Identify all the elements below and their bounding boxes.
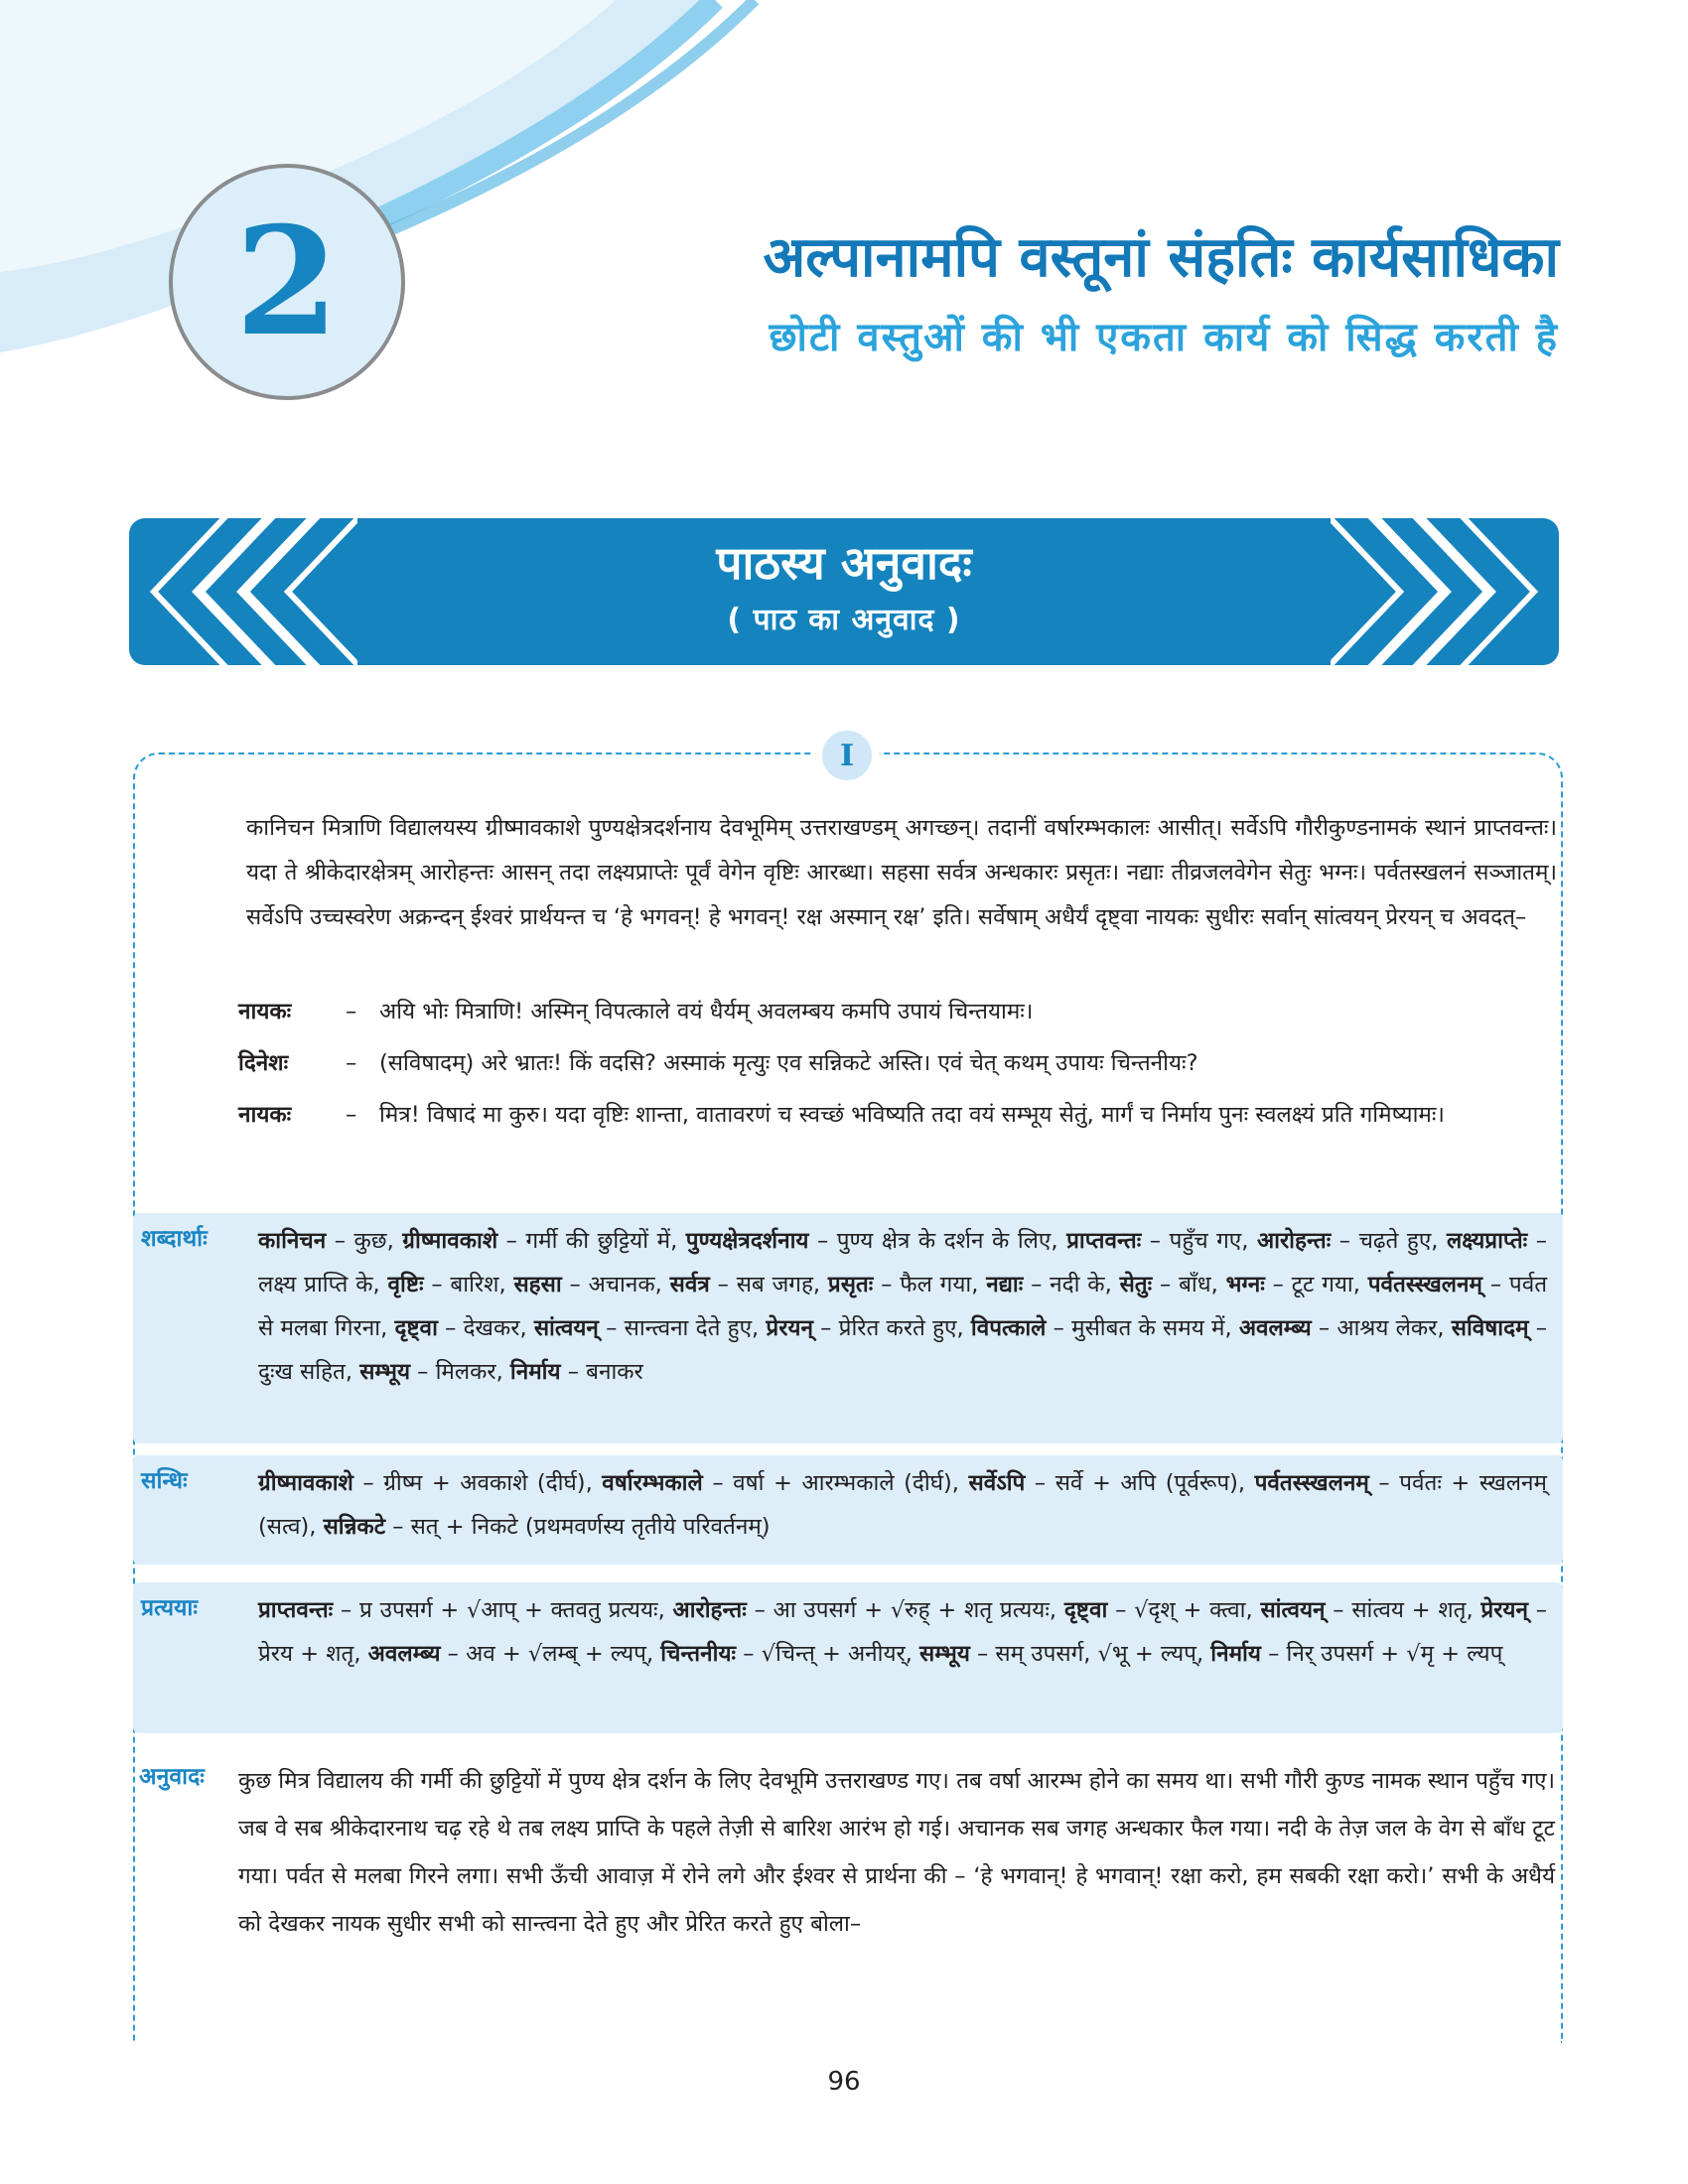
- glossary-meaning: – मुसीबत के समय में: [1046, 1315, 1225, 1341]
- dialogue-text: मित्र! विषादं मा कुरु। यदा वृष्टिः शान्ता, वातावरणं च स्वच्छं भविष्यति तदा वयं सम्भूय सेतुं, मार्गं च निर्माय पुनः स्वलक्ष्यं प्रति गमिष्यामः।: [379, 1102, 1445, 1128]
- glossary-term: [258, 1470, 586, 1496]
- dialogue-text: अयि भोः मित्राणि! अस्मिन् विपत्काले वयं धैर्यम् अवलम्बय कमपि उपायं चिन्तयामः।: [379, 999, 1034, 1024]
- glossary-term: [324, 1514, 771, 1540]
- glossary-word: दृष्ट्वा: [1063, 1597, 1108, 1623]
- glossary-meaning: – सम् उपसर्ग, √भू + ल्यप्: [969, 1641, 1196, 1667]
- page-number: 96: [827, 2067, 861, 2097]
- glossary-term: [1226, 1272, 1353, 1297]
- glossary-meaning: – सांत्वय + शतृ: [1325, 1597, 1467, 1623]
- glossary-word: अवलम्ब्य: [367, 1641, 441, 1667]
- glossary-term: [258, 1597, 658, 1623]
- glossary-term: [986, 1272, 1104, 1297]
- section-subtitle: ( पाठ का अनुवाद ): [727, 603, 961, 637]
- glossary-meaning: – अचानक: [561, 1272, 655, 1297]
- dialogue-speaker: नायकः: [238, 999, 292, 1024]
- glossary-meaning: – प्र उपसर्ग + √आप् + क्तवतु प्रत्ययः: [333, 1597, 658, 1623]
- glossary-term: [1257, 1228, 1431, 1254]
- dialogue-block: [238, 991, 1559, 1146]
- glossary-meaning: – फैल गया: [873, 1272, 972, 1297]
- glossary-meaning: – अव + √लम्ब् + ल्यप्: [440, 1641, 646, 1667]
- glossary-word: निर्माय: [509, 1359, 561, 1385]
- glossary-word: पर्वतस्स्खलनम्: [1367, 1272, 1482, 1297]
- glossary-word: दृष्ट्वा: [394, 1315, 438, 1341]
- glossary-term: [510, 1359, 643, 1385]
- glossary-meaning: – बारिश: [423, 1272, 499, 1297]
- glossary-word: भग्नः: [1225, 1272, 1265, 1297]
- glossary-meaning: – मिलकर: [410, 1359, 496, 1385]
- glossary-word: चिन्तनीयः: [660, 1641, 737, 1667]
- glossary-term: [1120, 1272, 1211, 1297]
- glossary-meaning: – सान्त्वना देते हुए: [598, 1315, 753, 1341]
- glossary-meaning: – बाँध: [1152, 1272, 1211, 1297]
- glossary-word: वर्षारम्भकाले: [602, 1470, 703, 1496]
- glossary-meaning: – पहुँच गए: [1141, 1228, 1242, 1254]
- glossary-word: प्रेरयन्: [1480, 1597, 1528, 1623]
- glossary-word: सन्निकटे: [323, 1514, 386, 1540]
- glossary-term: [670, 1272, 813, 1297]
- glossary-meaning: – सर्वे + अपि (पूर्वरूप): [1025, 1470, 1238, 1496]
- dialogue-line: [238, 1042, 1559, 1084]
- glossary-word: प्राप्तवन्तः: [1066, 1228, 1142, 1254]
- glossary-term: [1066, 1228, 1241, 1254]
- pratyaya-box: [133, 1582, 1563, 1733]
- sandhi-box: [133, 1455, 1563, 1565]
- glossary-term: [766, 1315, 956, 1341]
- dialogue-speaker: दिनेशः: [238, 1050, 289, 1076]
- glossary-meaning: – √चिन्त् + अनीयर्: [736, 1641, 906, 1667]
- glossary-word: सांत्वयन्: [1260, 1597, 1326, 1623]
- glossary-meaning: – पर्वत से मलबा गिरना: [258, 1272, 1548, 1341]
- section-banner: [129, 518, 1559, 665]
- glossary-term: [602, 1470, 952, 1496]
- dialogue-dash: –: [346, 1102, 357, 1128]
- dialogue-dash: –: [346, 1050, 357, 1076]
- sandhi-label: सन्धिः: [141, 1468, 188, 1494]
- glossary-meaning: – पर्वतः + स्खलनम् (सत्व): [258, 1470, 1547, 1540]
- glossary-word: वृष्टिः: [387, 1272, 424, 1297]
- glossary-meaning: – चढ़ते हुए: [1331, 1228, 1432, 1254]
- glossary-term: [513, 1272, 654, 1297]
- chapter-number: 2: [234, 195, 340, 369]
- glossary-term: [686, 1228, 1052, 1254]
- chapter-subtitle: छोटी वस्तुओं की भी एकता कार्य को सिद्ध करती है: [769, 315, 1559, 360]
- glossary-word: नद्याः: [986, 1272, 1024, 1297]
- pratyaya-label: प्रत्ययाः: [141, 1595, 199, 1621]
- section-title: पाठस्य अनुवादः: [716, 536, 972, 590]
- glossary-term: [258, 1228, 387, 1254]
- glossary-meaning: – पुण्य क्षेत्र के दर्शन के लिए: [808, 1228, 1052, 1254]
- pratyaya-list: प्राप्तवन्तः – प्र उपसर्ग + √आप् + क्तवतु प्रत्ययः, आरोहन्तः – आ उपसर्ग + √रुह् + शतृ प्रत्ययः, दृष्ट्वा – √दृश् + क्त्वा, सांत्वयन् – सांत्वय + शतृ, प्रेरयन् – प्रेरय + शतृ, अवलम्ब्य – अव + √लम्ब् + ल्यप्, चिन्तनीयः – √चिन्त् + अनीयर्, सम्भूय – सम् उपसर्ग, √भू + ल्यप्, निर्माय – निर् उपसर्ग + √मृ + ल्यप्: [258, 1597, 1548, 1667]
- glossary-term: [971, 1315, 1225, 1341]
- glossary-word: प्राप्तवन्तः: [258, 1597, 334, 1623]
- glossary-meaning: – टूट गया: [1264, 1272, 1353, 1297]
- glossary-word: ग्रीष्मावकाशे: [402, 1228, 498, 1254]
- chapter-title: अल्पानामपि वस्तूनां संहतिः कार्यसाधिका: [763, 225, 1559, 290]
- glossary-term: [1210, 1641, 1502, 1667]
- glossary-meaning: – वर्षा + आरम्भकाले (दीर्घ): [702, 1470, 952, 1496]
- glossary-term: [1260, 1597, 1466, 1623]
- glossary-word: पर्वतस्स्खलनम्: [1254, 1470, 1369, 1496]
- glossary-meaning: – आ उपसर्ग + √रुह् + शतृ प्रत्ययः: [746, 1597, 1050, 1623]
- translation-label: अनुवादः: [139, 1764, 205, 1790]
- glossary-word: सर्वत्र: [669, 1272, 710, 1297]
- glossary-meaning: – कुछ: [326, 1228, 387, 1254]
- glossary-term: [534, 1315, 752, 1341]
- glossary-term: [368, 1641, 646, 1667]
- glossary-meaning: – नदी के: [1023, 1272, 1105, 1297]
- glossary-word: पुण्यक्षेत्रदर्शनाय: [685, 1228, 809, 1254]
- glossary-meaning: – बनाकर: [560, 1359, 643, 1385]
- dialogue-text: (सविषादम्) अरे भ्रातः! किं वदसि? अस्माकं मृत्युः एव सन्निकटे अस्ति। एवं चेत् कथम् उपायः चिन्तनीयः?: [379, 1050, 1198, 1076]
- glossary-word: सर्वेऽपि: [968, 1470, 1026, 1496]
- glossary-meaning: – आश्रय लेकर: [1311, 1315, 1438, 1341]
- glossary-term: [359, 1359, 495, 1385]
- glossary-term: [1064, 1597, 1246, 1623]
- glossary-word: ग्रीष्मावकाशे: [258, 1470, 353, 1496]
- glossary-meaning: – सत् + निकटे (प्रथमवर्णस्य तृतीये परिवर्तनम्): [385, 1514, 771, 1540]
- glossary-word: सम्भूय: [359, 1359, 411, 1385]
- glossary-term: [387, 1272, 498, 1297]
- glossary-term: [969, 1470, 1238, 1496]
- dialogue-line: [238, 1094, 1559, 1136]
- translation-text: कुछ मित्र विद्यालय की गर्मी की छुट्टियों में पुण्य क्षेत्र दर्शन के लिए देवभूमि उत्तराखण्ड गए। तब वर्षा आरम्भ होने का समय था। सभी गौरी कुण्ड नामक स्थान पहुँच गए। जब वे सब श्रीकेदारनाथ चढ़ रहे थे तब लक्ष्य प्राप्ति के पहले तेज़ी से बारिश आरंभ हो गई। अचानक सब जगह अन्धकार फैल गया। नदी के तेज़ जल के वेग से बाँध टूट गया। पर्वत से मलबा गिरने लगा। सभी ऊँची आवाज़ में रोने लगे और ईश्वर से प्रार्थना की – ‘हे भगवान्! हे भगवान्! रक्षा करो, हम सबकी रक्षा करो।’ सभी के अधैर्य को देखकर नायक सुधीर सभी को सान्त्वना देते हुए और प्रेरित करते हुए बोला–: [238, 1768, 1555, 1937]
- glossary-meaning: – दुःख सहित: [258, 1315, 1548, 1385]
- shabdartha-list: कानिचन – कुछ, ग्रीष्मावकाशे – गर्मी की छुट्टियों में, पुण्यक्षेत्रदर्शनाय – पुण्य क्षेत्र के दर्शन के लिए, प्राप्तवन्तः – पहुँच गए, आरोहन्तः – चढ़ते हुए, लक्ष्यप्राप्तेः – लक्ष्य प्राप्ति के, वृष्टिः – बारिश, सहसा – अचानक, सर्वत्र – सब जगह, प्रसृतः – फैल गया, नद्याः – नदी के, सेतुः – बाँध, भग्नः – टूट गया, पर्वतस्स्खलनम् – पर्वत से मलबा गिरना, दृष्ट्वा – देखकर, सांत्वयन् – सान्त्वना देते हुए, प्रेरयन् – प्रेरित करते हुए, विपत्काले – मुसीबत के समय में, अवलम्ब्य – आश्रय लेकर, सविषादम् – दुःख सहित, सम्भूय – मिलकर, निर्माय – बनाकर: [258, 1228, 1548, 1385]
- glossary-word: आरोहन्तः: [672, 1597, 747, 1623]
- glossary-word: सहसा: [513, 1272, 562, 1297]
- shabdartha-box: [133, 1213, 1563, 1443]
- glossary-word: कानिचन: [258, 1228, 327, 1254]
- part-label-badge: I: [820, 729, 874, 782]
- glossary-word: सांत्वयन्: [533, 1315, 599, 1341]
- sanskrit-passage: कानिचन मित्राणि विद्यालयस्य ग्रीष्मावकाशे पुण्यक्षेत्रदर्शनाय देवभूमिम् उत्तराखण्डम् अगच्छन्। तदानीं वर्षारम्भकालः आसीत्। सर्वेऽपि गौरीकुण्डनामकं स्थानं प्राप्तवन्तः। यदा ते श्रीकेदारक्षेत्रम् आरोहन्तः आसन् तदा लक्ष्यप्राप्तेः पूर्वं वेगेन वृष्टिः आरब्धा। सहसा सर्वत्र अन्धकारः प्रसृतः। नद्याः तीव्रजलवेगेन सेतुः भग्नः। पर्वतस्खलनं सञ्जातम्। सर्वेऽपि उच्चस्वरेण अक्रन्दन् ईश्वरं प्रार्थयन्त च ‘हे भगवन्! हे भगवन्! रक्ष अस्मान् रक्ष’ इति। सर्वेषाम् अधैर्यं दृष्ट्वा नायकः सुधीरः सर्वान् सांत्वयन् प्रेरयन् च अवदत्–: [246, 815, 1557, 930]
- glossary-meaning: – गर्मी की छुट्टियों में: [497, 1228, 671, 1254]
- glossary-word: लक्ष्यप्राप्तेः: [1446, 1228, 1528, 1254]
- glossary-meaning: – प्रेरय + शतृ: [258, 1597, 1548, 1667]
- glossary-meaning: – देखकर: [437, 1315, 520, 1341]
- dialogue-dash: –: [346, 999, 357, 1024]
- glossary-word: आरोहन्तः: [1256, 1228, 1332, 1254]
- chapter-number-badge: [169, 164, 405, 400]
- glossary-word: सम्भूय: [919, 1641, 970, 1667]
- glossary-word: विपत्काले: [970, 1315, 1047, 1341]
- glossary-term: [660, 1641, 905, 1667]
- glossary-word: प्रसृतः: [827, 1272, 874, 1297]
- glossary-meaning: – √दृश् + क्त्वा: [1107, 1597, 1246, 1623]
- glossary-meaning: – प्रेरित करते हुए: [812, 1315, 957, 1341]
- glossary-term: [919, 1641, 1196, 1667]
- glossary-word: अवलम्ब्य: [1238, 1315, 1312, 1341]
- glossary-term: [402, 1228, 670, 1254]
- glossary-term: [1239, 1315, 1438, 1341]
- glossary-meaning: – ग्रीष्म + अवकाशे (दीर्घ): [352, 1470, 586, 1496]
- glossary-meaning: – निर् उपसर्ग + √मृ + ल्यप्: [1260, 1641, 1503, 1667]
- glossary-term: [673, 1597, 1050, 1623]
- glossary-word: सेतुः: [1119, 1272, 1153, 1297]
- glossary-word: निर्माय: [1210, 1641, 1261, 1667]
- dialogue-speaker: नायकः: [238, 1102, 292, 1128]
- dialogue-line: [238, 991, 1559, 1032]
- glossary-meaning: – सब जगह: [709, 1272, 813, 1297]
- glossary-term: [828, 1272, 971, 1297]
- shabdartha-label: शब्दार्थाः: [141, 1226, 208, 1252]
- sandhi-list: ग्रीष्मावकाशे – ग्रीष्म + अवकाशे (दीर्घ), वर्षारम्भकाले – वर्षा + आरम्भकाले (दीर्घ), सर्वेऽपि – सर्वे + अपि (पूर्वरूप), पर्वतस्स्खलनम् – पर्वतः + स्खलनम् (सत्व), सन्निकटे – सत् + निकटे (प्रथमवर्णस्य तृतीये परिवर्तनम्): [258, 1470, 1547, 1540]
- glossary-word: सविषादम्: [1451, 1315, 1529, 1341]
- glossary-term: [394, 1315, 519, 1341]
- glossary-meaning: – लक्ष्य प्राप्ति के: [258, 1228, 1548, 1297]
- glossary-word: प्रेरयन्: [766, 1315, 813, 1341]
